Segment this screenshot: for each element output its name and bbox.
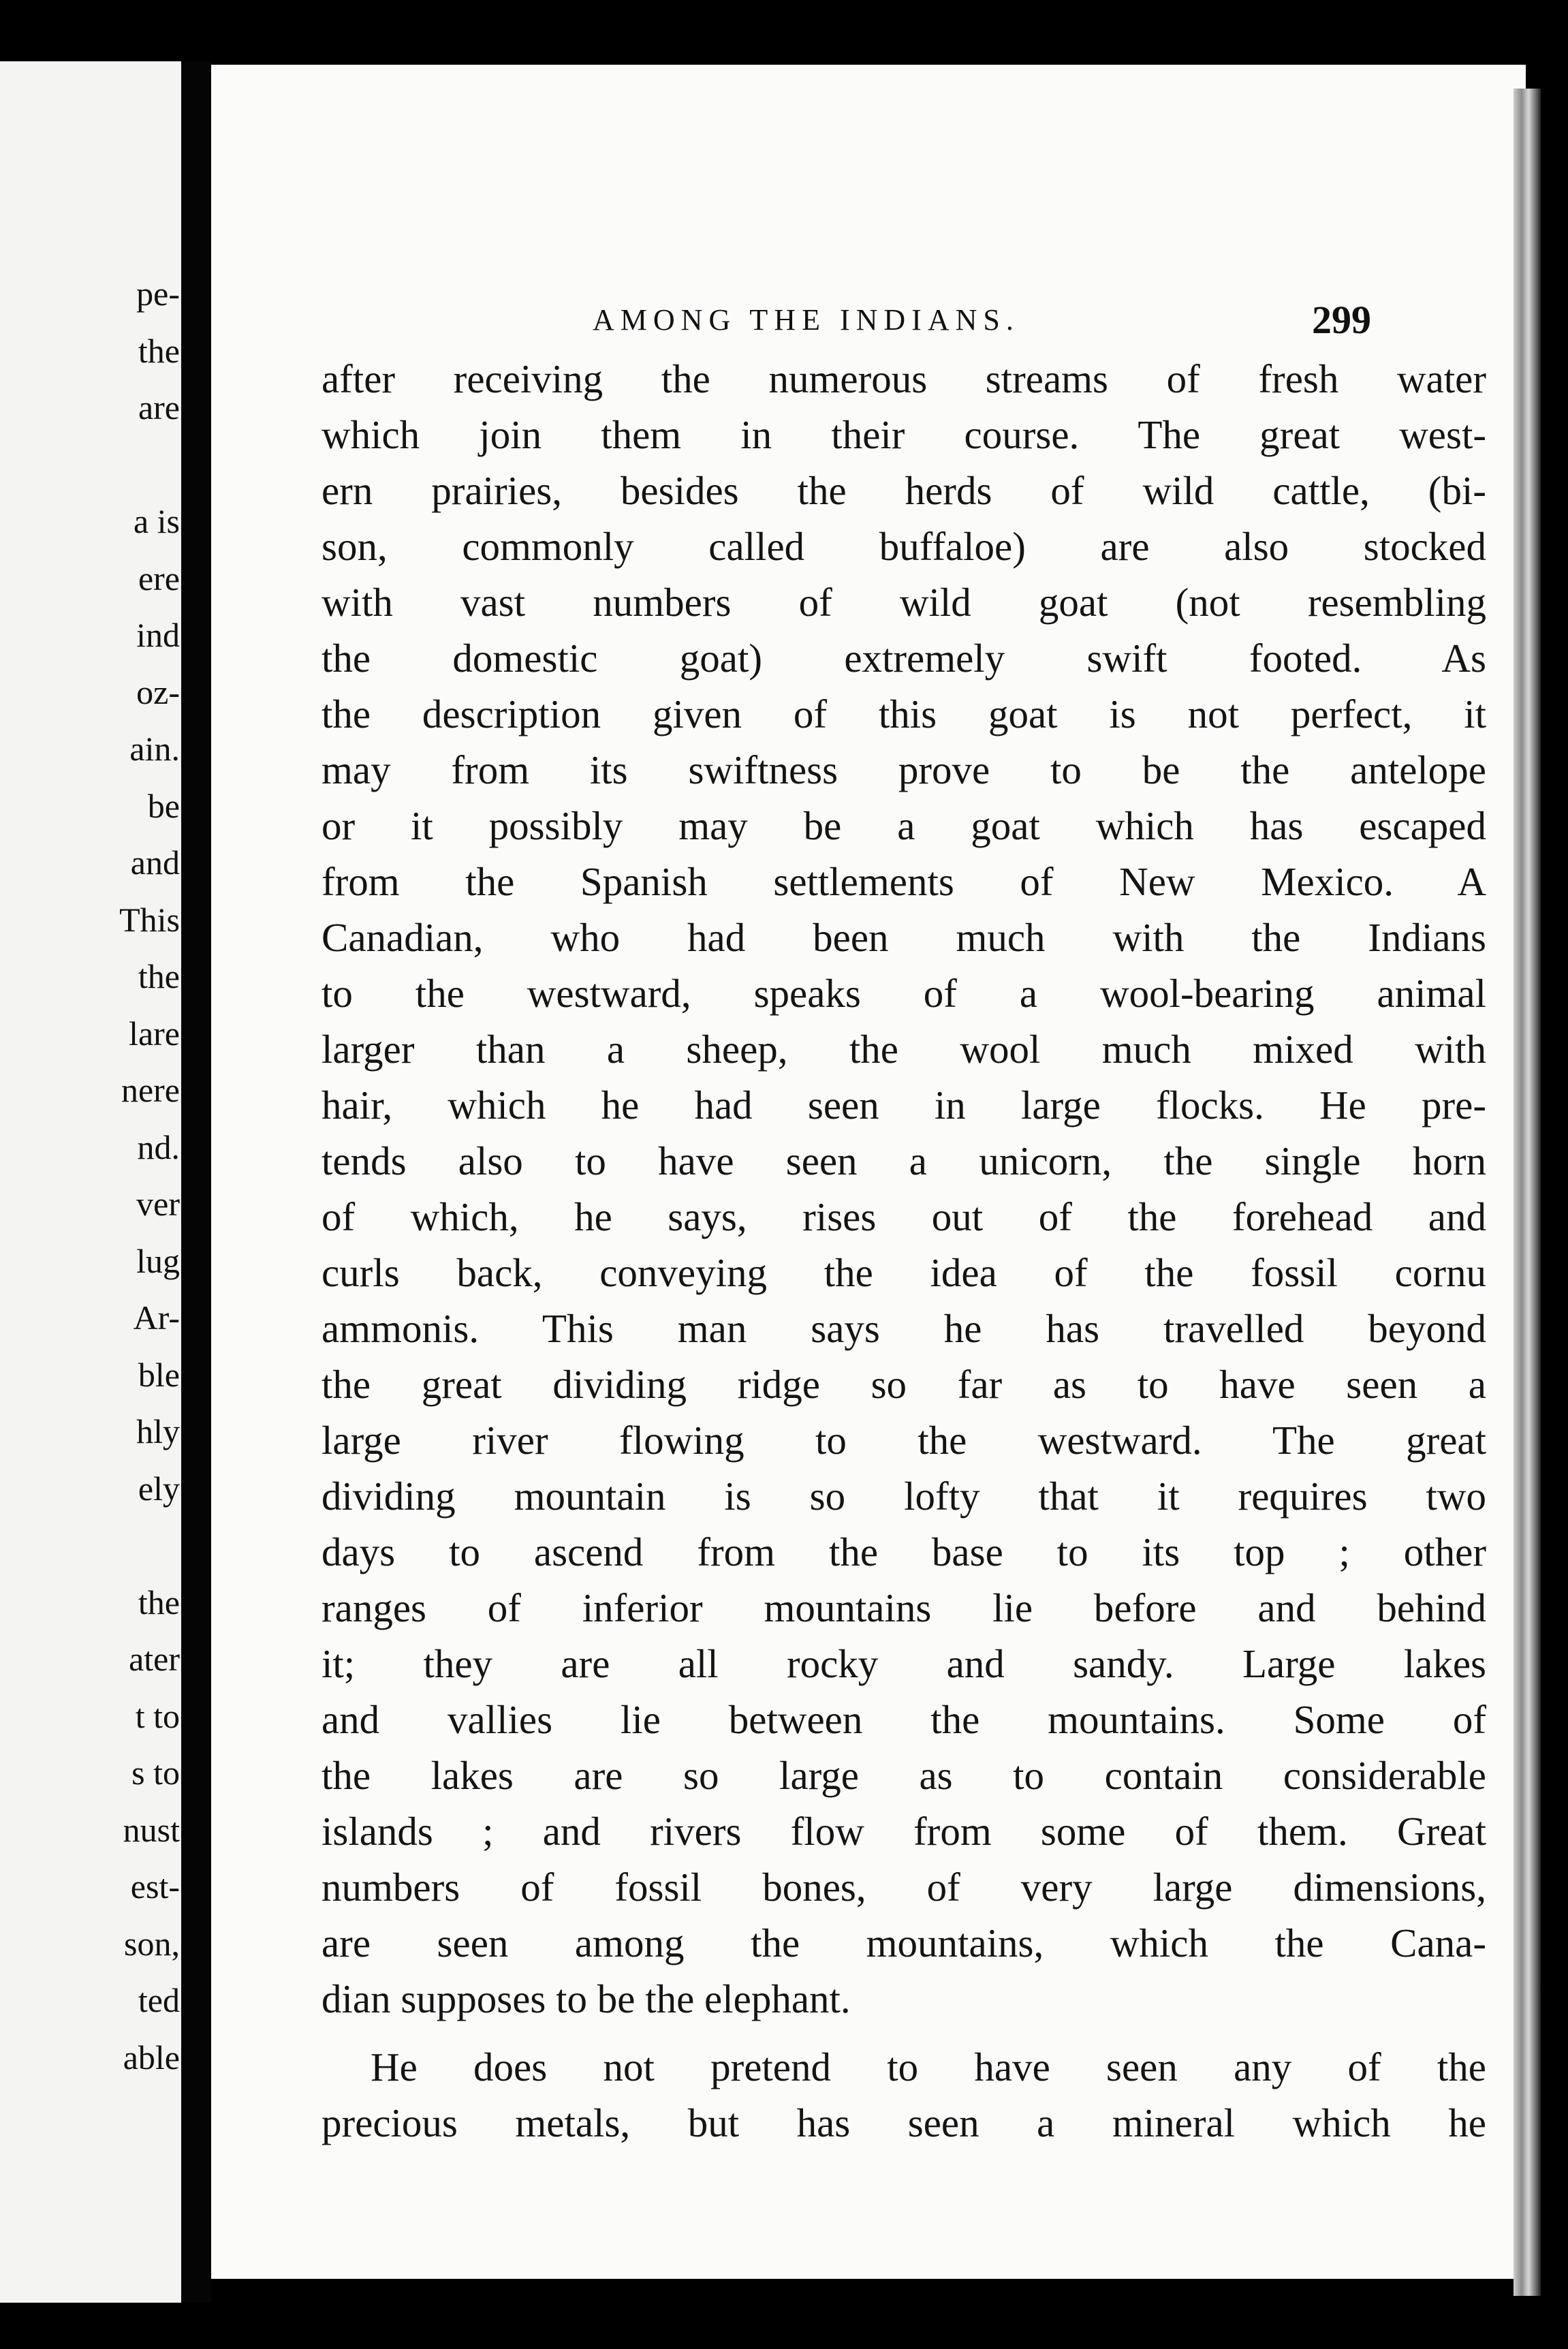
- text-line: large river flowing to the westward. The great: [322, 1418, 1486, 1463]
- facing-page-line: nere: [121, 1071, 180, 1109]
- facing-page-line: and: [130, 843, 180, 882]
- facing-page-line: Ar-: [133, 1298, 180, 1337]
- text-line: the domestic goat) extremely swift footed. As: [322, 636, 1486, 681]
- facing-page-line: ely: [138, 1469, 180, 1508]
- facing-page-line: hly: [136, 1412, 180, 1450]
- text-line: son, commonly called buffaloe) are also stocked: [322, 524, 1486, 569]
- text-line: ammonis. This man says he has travelled beyond: [322, 1306, 1486, 1351]
- text-line: with vast numbers of wild goat (not resembling: [322, 580, 1486, 625]
- facing-page-line: son,: [124, 1924, 180, 1963]
- facing-page-text: [48, 266, 184, 2086]
- facing-page-line: able: [123, 2038, 180, 2076]
- facing-page-line: ain.: [129, 730, 180, 768]
- facing-page-line: ble: [138, 1355, 180, 1394]
- text-line: days to ascend from the base to its top ; other: [322, 1529, 1486, 1574]
- facing-page: [0, 61, 184, 2303]
- facing-page-line: the: [138, 331, 180, 370]
- facing-page-line: This: [119, 900, 180, 939]
- text-line: Canadian, who had been much with the Indians: [322, 915, 1486, 960]
- text-line: precious metals, but has seen a mineral which he: [322, 2100, 1486, 2145]
- text-line: islands ; and rivers flow from some of them. Great: [322, 1809, 1486, 1854]
- text-line: ern prairies, besides the herds of wild cattle, (bi-: [322, 468, 1486, 513]
- facing-page-line: t to: [135, 1696, 180, 1735]
- body-text: [322, 351, 1486, 2151]
- facing-page-line: the: [138, 957, 180, 995]
- text-line: from the Spanish settlements of New Mexico. A: [322, 859, 1486, 904]
- text-line: curls back, conveying the idea of the fossil cornu: [322, 1250, 1486, 1295]
- running-head: [211, 293, 1526, 347]
- facing-page-line: nd.: [137, 1127, 180, 1166]
- text-line: of which, he says, rises out of the forehead and: [322, 1194, 1486, 1239]
- text-line: the description given of this goat is not perfect, it: [322, 691, 1486, 736]
- text-line: or it possibly may be a goat which has escaped: [322, 803, 1486, 848]
- facing-page-line: are: [138, 388, 180, 426]
- text-line: numbers of fossil bones, of very large dimensions,: [322, 1865, 1486, 1910]
- facing-page-line: ater: [129, 1640, 180, 1678]
- running-title: AMONG THE INDIANS.: [593, 303, 1020, 337]
- text-line: hair, which he had seen in large flocks. He pre-: [322, 1083, 1486, 1127]
- facing-page-line: est-: [130, 1867, 180, 1905]
- facing-page-line: ver: [136, 1185, 180, 1223]
- facing-page-line: ted: [138, 1981, 180, 2019]
- text-line: the great dividing ridge so far as to have seen a: [322, 1362, 1486, 1407]
- text-line: may from its swiftness prove to be the antelope: [322, 747, 1486, 792]
- book-page: [211, 65, 1526, 2279]
- text-line: after receiving the numerous streams of fresh water: [322, 356, 1486, 401]
- facing-page-line: nust: [123, 1810, 180, 1849]
- text-line: it; they are all rocky and sandy. Large lakes: [322, 1641, 1486, 1686]
- facing-page-line: oz-: [136, 672, 180, 711]
- text-line: dividing mountain is so lofty that it requires two: [322, 1474, 1486, 1519]
- text-line: tends also to have seen a unicorn, the single horn: [322, 1138, 1486, 1183]
- facing-page-line: lug: [136, 1241, 180, 1280]
- facing-page-line: a is: [133, 502, 180, 540]
- facing-page-line: s to: [131, 1754, 180, 1792]
- facing-page-line: lare: [129, 1014, 180, 1053]
- book-gutter: [181, 61, 211, 2303]
- facing-page-line: be: [147, 786, 180, 825]
- facing-page-line: [48, 437, 184, 494]
- text-line: dian supposes to be the elephant.: [322, 1976, 851, 2021]
- text-line: to the westward, speaks of a wool-bearing animal: [322, 971, 1486, 1016]
- text-line: are seen among the mountains, which the Cana-: [322, 1920, 1486, 1965]
- facing-page-line: the: [138, 1583, 180, 1621]
- facing-page-line: ind: [136, 616, 180, 654]
- facing-page-line: [48, 1517, 184, 1574]
- text-line: He does not pretend to have seen any of the: [371, 2044, 1486, 2089]
- text-line: which join them in their course. The great west-: [322, 412, 1486, 457]
- text-line: larger than a sheep, the wool much mixed with: [322, 1027, 1486, 1072]
- text-line: the lakes are so large as to contain considerable: [322, 1753, 1486, 1798]
- text-line: and vallies lie between the mountains. Some of: [322, 1697, 1486, 1742]
- text-line: ranges of inferior mountains lie before and behind: [322, 1585, 1486, 1630]
- facing-page-line: pe-: [136, 275, 180, 313]
- page-number: 299: [1312, 298, 1371, 342]
- page-edge: [1514, 89, 1541, 2296]
- facing-page-line: ere: [138, 559, 180, 597]
